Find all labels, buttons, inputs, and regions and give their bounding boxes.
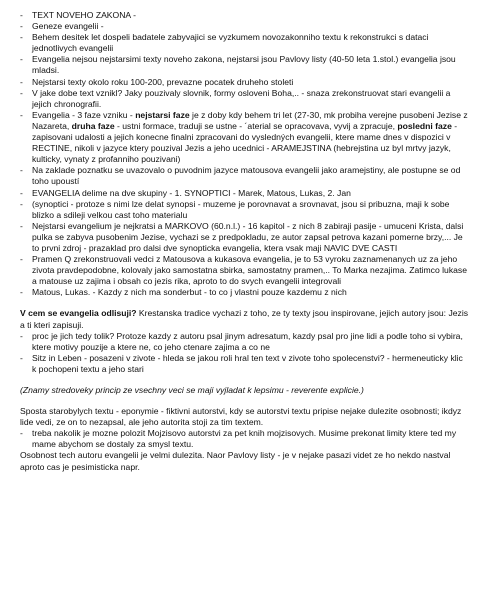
list-item — [20, 188, 469, 199]
spacer — [20, 375, 469, 385]
list-item — [20, 77, 469, 88]
text-run: - zapisovani udalosti a jejich konecne finalni zpracovani do vysledných evangelii, ktere mame dnes v dispozici v RECTINE, nikoli v jazyce ktery pouzival Jezis a jeho ucednici - ARAMEJSTINA (hebrejstina uz byl mrtvy jazyk, kulticky, vynaty z profanniho pouzivani) — [32, 120, 458, 165]
notes-list-eponymy — [20, 428, 469, 450]
paragraph-authors: Osobnost tech autoru evangelii je velmi dulezita. Naor Pavlovy listy - je v nejake pasazi videt ze ho nekdo nastval aproto cas je pesimisticka napr. — [20, 450, 451, 472]
notes-list-differences — [20, 331, 469, 375]
list-item — [20, 199, 469, 221]
text-run: Nejstarsi evangelium je nejkratsi a MARKOVO (60.n.l.) - 16 kapitol - z nich 8 zabiraji pasije - umuceni Krista, dalsi pulka se zabyva pusobenim Jezise, vychazi se z predpokladu, ze autor zapsal petrova kazani pomerne brzy,... Je to prvni zdroj - prazaklad pro dalsi dve synopticka evangelia, ktera vsak maji NAVIC DVE CASTI — [32, 220, 464, 253]
text-run: Pramen Q zrekonstruovali vedci z Matousova a kukasova evangelia, je to 53 vyroku zaznamenanych uz za jeho zivota pravdepodobne, kolovaly jako samostatna sbirka, samostatny pramen,.. To Marka nezajima. Zatimco lukase a matouse uz zajima i obsah co jezis rika, aproto to do svych evangelii integrovali — [32, 254, 467, 287]
text-run: Behem desitek let dospeli badatele zabyvajici se vyzkumem novozakonniho textu k rekonstrukci s dataci jednotlivych evangelii — [32, 32, 429, 54]
bold-phrase: posledni faze — [397, 120, 452, 131]
spacer — [20, 396, 469, 406]
spacer — [20, 298, 469, 308]
text-run: TEXT NOVEHO ZAKONA - — [32, 10, 136, 20]
list-item — [20, 221, 469, 254]
list-item — [20, 10, 469, 21]
list-item — [20, 88, 469, 110]
list-item: - Sitz in Leben - posazeni v zivote - hleda se jakou roli hral ten text v zivote toho spolecenstvi? - hermeneuticky klic k pochopeni textu a jeho stari — [20, 353, 469, 375]
text-run: je z doby kdy behem tri let (27-30, mk probiha verejne pusobeni Jezise z Nazareta, — [32, 109, 468, 131]
bold-phrase: nejstarsi faze — [135, 109, 190, 120]
text-run: Evangelia nejsou nejstarsimi texty noveho zakona, nejstarsi jsou Pavlovy listy (40-50 leta 1.stol.) evangelia jsou mladsi. — [32, 54, 456, 76]
text-run: (synoptici - protoze s nimi lze delat synopsi - muzeme je porovnavat a srovnavat, jsou si pribuzna, maji k sobe blizko a sdileji velkou cast toho materialu — [32, 198, 450, 220]
heading-text: Krestanska tradice vychazi z toho, ze ty texty jsou inspirovane, jejich autory jsou: Jezis a ti kteri zapisuji. — [20, 308, 469, 330]
italic-note: (Znamy stredoveky princip ze vsechny veci se maji vyjladat k lepsimu - reverente explicie.) — [20, 385, 364, 395]
heading-question: V cem se evangelia odlisuji? — [20, 308, 137, 319]
text-run: V jake dobe text vznikl? Jaky pouzivaly slovnik, formy osloveni Boha,.. - snaza zrekonstruovat stari evangelii a jejich chronografii. — [32, 87, 451, 109]
list-item — [20, 165, 469, 187]
section-heading-differences — [20, 308, 469, 330]
list-item: - treba nakolik je mozne polozit Mojzisovo autorstvi za pet knih mojzisovych. Musime prekonat limity ktere ted my mame abychom se dostaly za smysl textu. — [20, 428, 469, 450]
paragraph-eponymy: Sposta starobylych textu - eponymie - fiktivni autorstvi, kdy se autorstvi textu pripise nejake dulezite osobnosti; ikdyz lide vedi, ze on to nezapsal, ale jeho autorita stoji za tim textem. — [20, 406, 462, 428]
text-run: Nejstarsi texty okolo roku 100-200, prevazne pocatek druheho stoleti — [32, 76, 294, 87]
notes-list-genesis — [20, 10, 469, 298]
list-item — [20, 54, 469, 76]
text-run: Matous, Lukas. - Kazdy z nich ma sonderbut - to co j vlastni pouze kazdemu z nich — [32, 287, 347, 298]
list-item — [20, 254, 469, 287]
list-item — [20, 287, 469, 298]
bold-phrase: druha faze — [71, 120, 115, 131]
list-item — [20, 32, 469, 54]
list-item — [20, 21, 469, 32]
list-item — [20, 110, 469, 165]
text-run: Geneze evangelii - — [32, 21, 104, 32]
text-run: Na zaklade poznatku se uvazovalo o puvodnim jazyce matousova evangelii jako aramejstiny, ale postupne se od toho upoustí — [32, 165, 461, 187]
text-run: - ustni formace, traduji se ustne - ´aterial se opracovava, vyvij a zpracuje, — [114, 120, 398, 131]
text-run: EVANGELIA delime na dve skupiny - 1. SYNOPTICI - Marek, Matous, Lukas, 2. Jan — [32, 187, 351, 198]
text-run: Evangelia - 3 faze vzniku - — [32, 109, 136, 120]
list-item: - proc je jich tedy tolik? Protoze kazdy z autoru psal jinym adresatum, kazdy psal pro jine lidi a podle toho si vybira, ktere motivy pouzije a ktere ne, co jeho ctenare zajima a co ne — [20, 331, 469, 353]
